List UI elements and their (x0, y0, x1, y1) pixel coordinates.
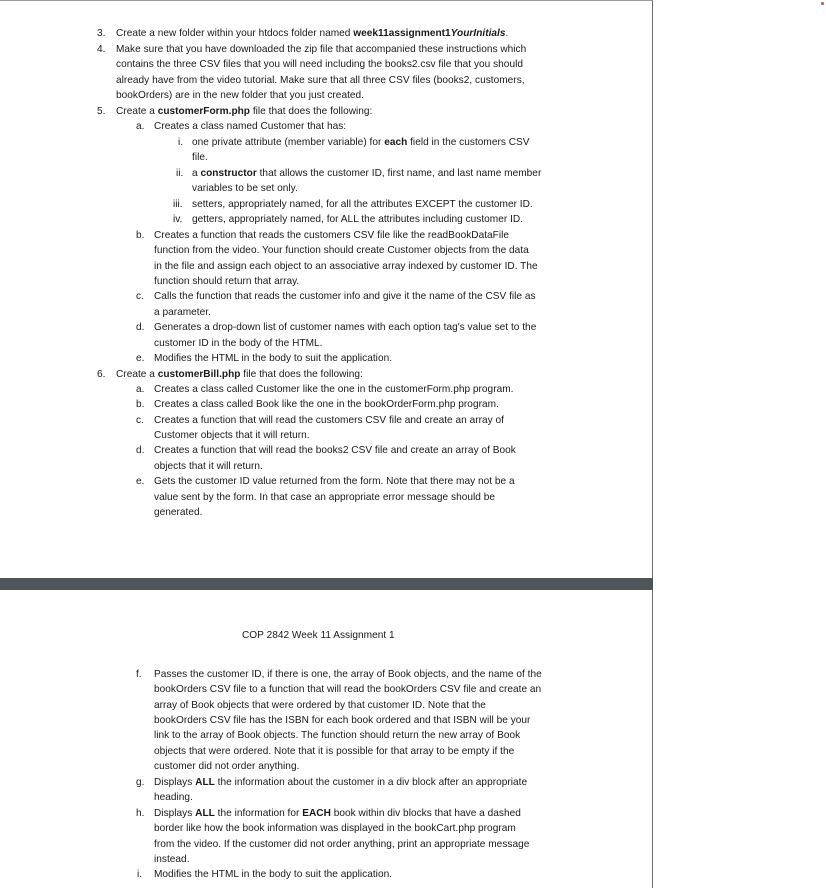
item-6-text: Create a customerBill.php file that does the following: (116, 369, 363, 380)
item-5-number: 5. (97, 106, 106, 117)
item-6d-line: objects that it will return. (154, 461, 263, 472)
item-6e-line: value sent by the form. In that case an appropriate error message should be (154, 492, 495, 503)
item-6a-marker: a. (136, 384, 145, 395)
corner-dot-icon (821, 2, 824, 5)
item-f-line: bookOrders CSV file has the ISBN for each book ordered and that ISBN will be your (154, 715, 531, 726)
page-header: COP 2842 Week 11 Assignment 1 (242, 630, 395, 641)
item-f-line: customer did not order anything. (154, 761, 300, 772)
item-5a-ii-text: a constructor that allows the customer ID, first name, and last name member (192, 168, 542, 179)
item-4-line: already have from the video tutorial. Make sure that all three CSV files (books2, customers, (116, 75, 525, 86)
item-5c-marker: c. (136, 291, 144, 302)
item-4-line: Make sure that you have downloaded the zip file that accompanied these instructions which (116, 44, 527, 55)
item-5a-iii-marker: iii. (173, 199, 183, 210)
item-6c-line: Customer objects that it will return. (154, 430, 310, 441)
item-h-text: Displays ALL the information for EACH book within div blocks that have a dashed (154, 808, 521, 819)
item-i-marker: i. (137, 869, 143, 880)
item-5a-iv-text: getters, appropriately named, for ALL the attributes including customer ID. (192, 214, 524, 225)
page-break-separator (0, 578, 653, 590)
item-4-line: contains the three CSV files that you will need including the books2.csv file that you should (116, 59, 523, 70)
item-3-number: 3. (97, 28, 106, 39)
item-6e-line: Gets the customer ID value returned from the form. Note that there may not be a (154, 476, 515, 487)
item-h-line: from the video. If the customer did not order anything, print an appropriate message (154, 839, 530, 850)
item-5b-line: function should return that array. (154, 276, 300, 287)
item-5a-marker: a. (136, 121, 145, 132)
item-i-text: Modifies the HTML in the body to suit the application. (154, 869, 393, 880)
item-5a-text: Creates a class named Customer that has: (154, 121, 347, 132)
item-6a-text: Creates a class called Customer like the one in the customerForm.php program. (154, 384, 514, 395)
item-5e-marker: e. (136, 353, 145, 364)
item-6b-marker: b. (136, 399, 145, 410)
item-5a-i-text: one private attribute (member variable) for each field in the customers CSV (192, 137, 530, 148)
item-5d-line: customer ID in the body of the HTML. (154, 338, 323, 349)
item-5a-ii-marker: ii. (176, 168, 184, 179)
item-6-number: 6. (97, 369, 106, 380)
item-g-marker: g. (136, 777, 145, 788)
item-5e-text: Modifies the HTML in the body to suit the application. (154, 353, 393, 364)
item-4-line: bookOrders) are in the new folder that you just created. (116, 90, 364, 101)
item-f-marker: f. (136, 669, 142, 680)
item-f-line: link to the array of Book objects. The function should return the new array of Book (154, 730, 521, 741)
item-g-line2: heading. (154, 792, 193, 803)
item-6c-line: Creates a function that will read the customers CSV file and create an array of (154, 415, 504, 426)
item-5b-line: function from the video. Your function should create Customer objects from the data (154, 245, 529, 256)
item-6e-line: generated. (154, 507, 203, 518)
item-5d-marker: d. (136, 322, 145, 333)
item-h-line: border like how the book information was displayed in the bookCart.php program (154, 823, 516, 834)
item-3-text: Create a new folder within your htdocs folder named week11assignment1YourInitials. (116, 28, 509, 39)
item-5c-line: Calls the function that reads the customer info and give it the name of the CSV file as (154, 291, 536, 302)
item-4-number: 4. (97, 44, 106, 55)
item-g-text: Displays ALL the information about the customer in a div block after an appropriate (154, 777, 528, 788)
item-6d-line: Creates a function that will read the books2 CSV file and create an array of Book (154, 445, 516, 456)
item-5a-iv-marker: iv. (173, 214, 183, 225)
item-5d-line: Generates a drop-down list of customer names with each option tag's value set to the (154, 322, 537, 333)
item-5b-line: Creates a function that reads the customers CSV file like the readBookDataFile (154, 230, 510, 241)
item-5a-i-line2: file. (192, 152, 208, 163)
item-5c-line: a parameter. (154, 307, 211, 318)
item-6d-marker: d. (136, 445, 145, 456)
item-h-marker: h. (136, 808, 145, 819)
item-5b-line: in the file and assign each object to an associative array indexed by customer ID. The (154, 261, 538, 272)
item-6c-marker: c. (136, 415, 144, 426)
item-5-text: Create a customerForm.php file that does the following: (116, 106, 373, 117)
item-5a-iii-text: setters, appropriately named, for all the attributes EXCEPT the customer ID. (192, 199, 533, 210)
item-5a-i-marker: i. (178, 137, 184, 148)
item-f-line: array of Book objects that were ordered by that customer ID. Note that the (154, 700, 486, 711)
item-f-line: bookOrders CSV file to a function that will read the bookOrders CSV file and create an (154, 684, 542, 695)
item-h-line: instead. (154, 854, 190, 865)
item-5a-ii-line2: variables to be set only. (192, 183, 298, 194)
item-6b-text: Creates a class called Book like the one in the bookOrderForm.php program. (154, 399, 499, 410)
item-6e-marker: e. (136, 476, 145, 487)
item-f-line: objects that were ordered. Note that it is possible for that array to be empty if the (154, 746, 515, 757)
item-5b-marker: b. (136, 230, 145, 241)
document-page-2 (0, 590, 653, 888)
item-f-line: Passes the customer ID, if there is one, the array of Book objects, and the name of the (154, 669, 542, 680)
